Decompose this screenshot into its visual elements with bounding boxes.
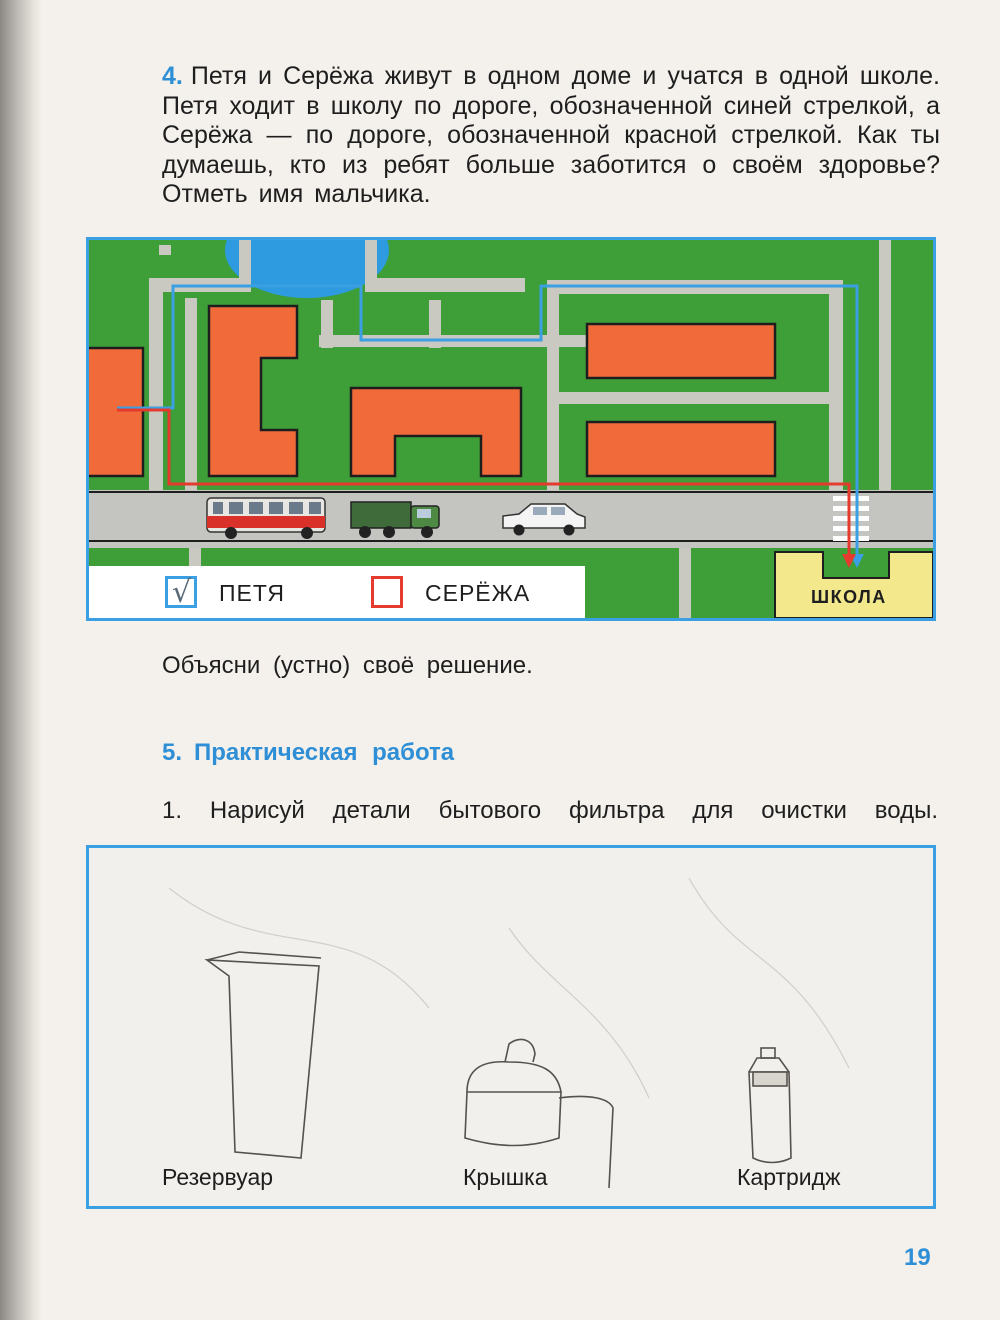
serezha-checkbox[interactable] [371,576,403,608]
check-mark-icon: √ [172,575,192,610]
explain-instruction: Объясни (устно) своё решение. [162,652,533,679]
lid-label: Крышка [463,1164,548,1190]
building-long-2 [587,422,775,476]
subtask-instruction: 1. Нарисуй детали бытового фильтра для очистки воды. [162,797,938,824]
answer-legend [89,566,585,621]
task-4-text [162,62,940,210]
task-5-title: Практическая работа [194,739,455,766]
serezha-label: СЕРЁЖА [425,580,531,606]
task-4-number: 4. [162,62,183,90]
building-long-1 [587,324,775,378]
petya-label: ПЕТЯ [219,580,286,606]
route-map [86,237,936,621]
petya-checkbox[interactable] [165,576,197,608]
cartridge-sketch [749,1048,791,1163]
task-4-body: Петя и Серёжа живут в одном доме и учатся в одной школе. Петя ходит в школу по дороге, обозначенной синей стрелкой, а Серёжа — по дороге, обозначенной красной стрелкой. Как ты думаешь, кто из ребят больше заботится о своём здоровье? Отметь имя мальчика. [162,62,940,208]
task-5-heading [162,739,454,767]
cartridge-label: Картридж [737,1164,841,1190]
map-illustration [89,240,933,618]
pencil-sketch [89,848,933,1206]
page-binding-shadow [0,0,42,1320]
reservoir-sketch [207,952,321,1158]
drawing-area[interactable] [86,845,936,1209]
school-label: ШКОЛА [811,587,887,607]
task-5-number: 5. [162,739,183,766]
home-building [89,348,143,476]
reservoir-label: Резервуар [162,1164,274,1190]
page-number: 19 [904,1244,931,1271]
